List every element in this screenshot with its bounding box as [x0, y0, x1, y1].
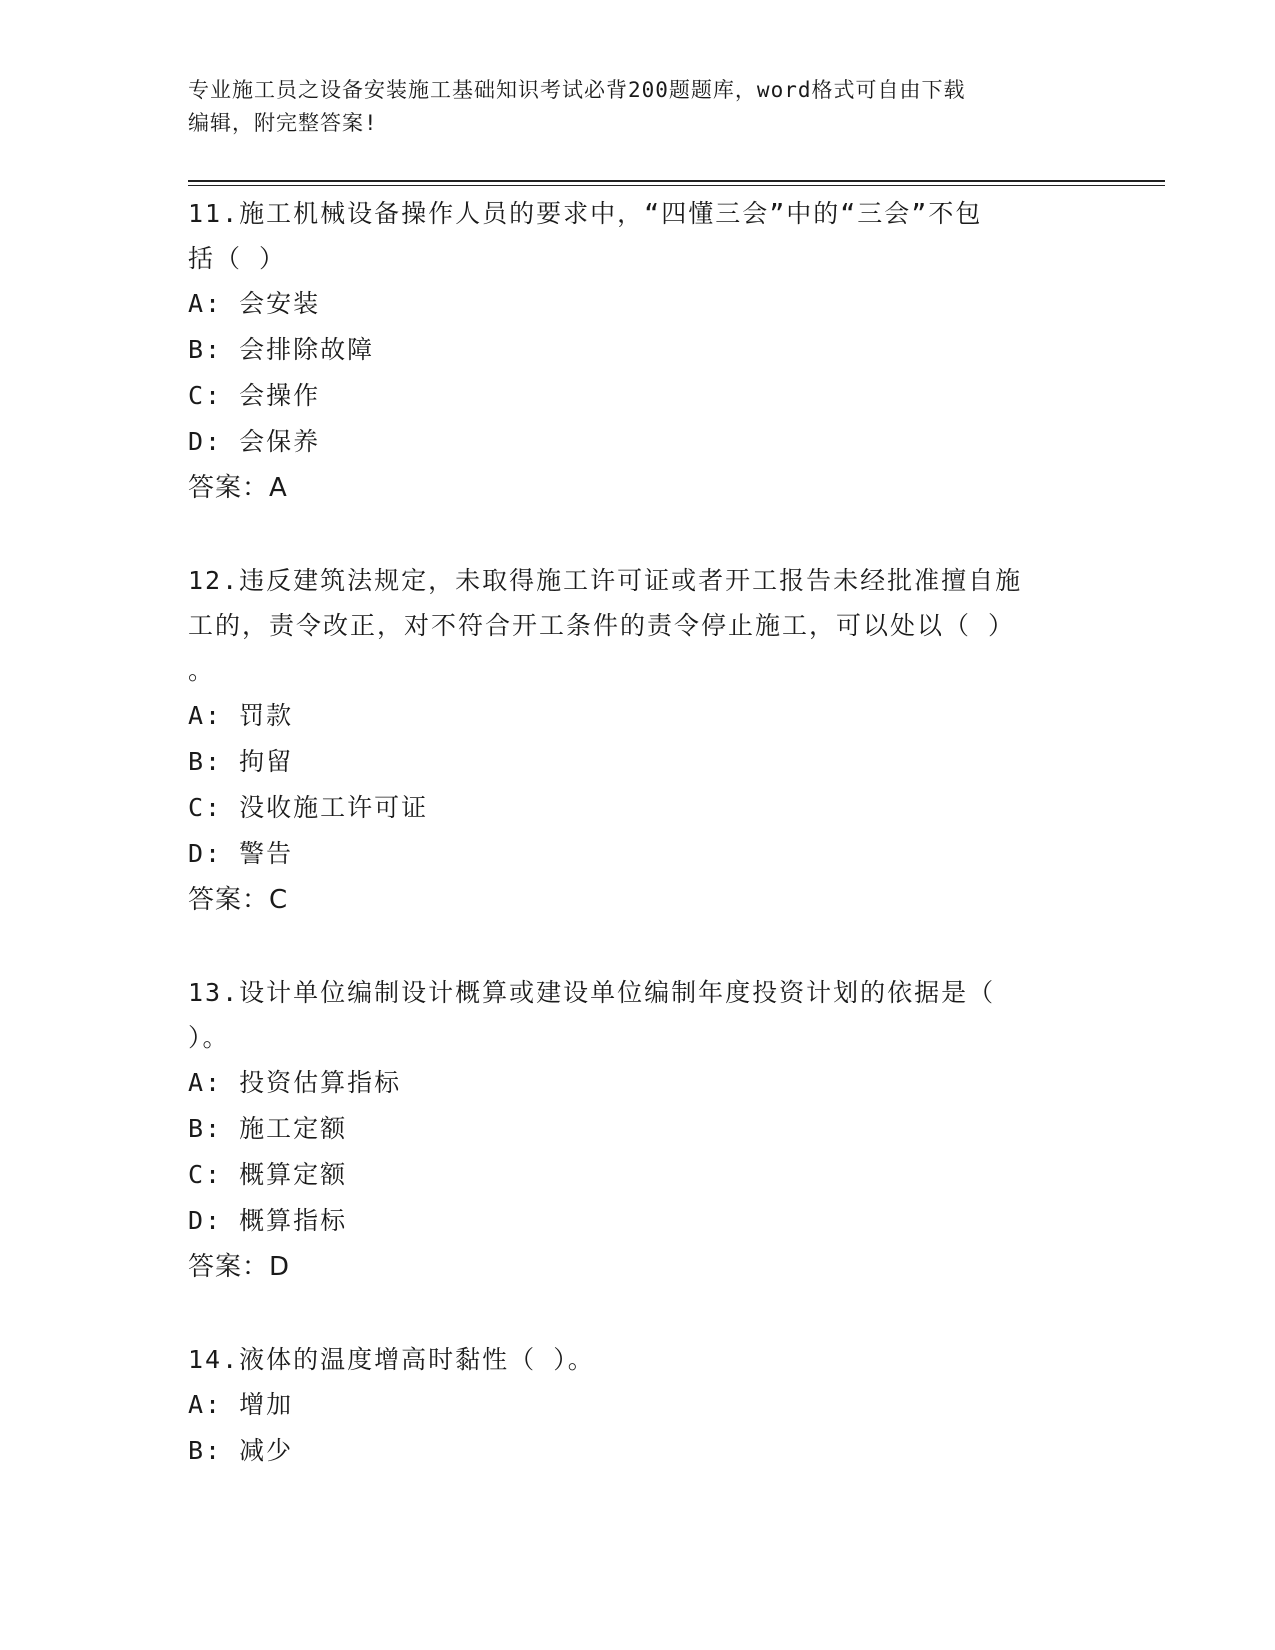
answer: 答案：A [188, 473, 288, 503]
question-stem: 11.施工机械设备操作人员的要求中，“四懂三会”中的“三会”不包 [188, 199, 983, 228]
question-list [188, 191, 1088, 1521]
option-a: A: 增加 [188, 1390, 294, 1419]
option-a: A: 罚款 [188, 701, 294, 730]
question-11 [188, 191, 1088, 511]
question-12 [188, 558, 1088, 923]
option-b: B: 施工定额 [188, 1114, 348, 1143]
question-stem: 括（ ） [188, 244, 287, 273]
question-stem: ）。 [188, 1023, 230, 1052]
option-b: B: 会排除故障 [188, 335, 375, 364]
option-a: A: 会安装 [188, 289, 321, 318]
question-stem: 。 [188, 656, 216, 685]
option-d: D: 概算指标 [188, 1206, 348, 1235]
option-c: C: 概算定额 [188, 1160, 348, 1189]
answer: 答案：C [188, 885, 289, 915]
option-b: B: 拘留 [188, 747, 294, 776]
header-rule-thin [188, 185, 1165, 186]
question-14 [188, 1337, 1088, 1474]
question-stem: 13.设计单位编制设计概算或建设单位编制年度投资计划的依据是（ [188, 978, 996, 1007]
header-rule-thick [188, 180, 1165, 182]
option-d: D: 会保养 [188, 427, 321, 456]
option-d: D: 警告 [188, 839, 294, 868]
answer: 答案：D [188, 1252, 291, 1282]
question-stem: 工的，责令改正，对不符合开工条件的责令停止施工，可以处以（ ） [188, 611, 1016, 640]
option-a: A: 投资估算指标 [188, 1068, 402, 1097]
header-line-2: 编辑，附完整答案! [188, 111, 378, 135]
option-c: C: 没收施工许可证 [188, 793, 429, 822]
option-b: B: 减少 [188, 1436, 294, 1465]
question-stem: 12.违反建筑法规定，未取得施工许可证或者开工报告未经批准擅自施 [188, 566, 1023, 595]
question-stem: 14.液体的温度增高时黏性（ ）。 [188, 1345, 595, 1374]
option-c: C: 会操作 [188, 381, 321, 410]
header-line-1: 专业施工员之设备安装施工基础知识考试必背200题题库，word格式可自由下载 [188, 78, 966, 102]
question-13 [188, 970, 1088, 1290]
document-header [188, 74, 1068, 140]
